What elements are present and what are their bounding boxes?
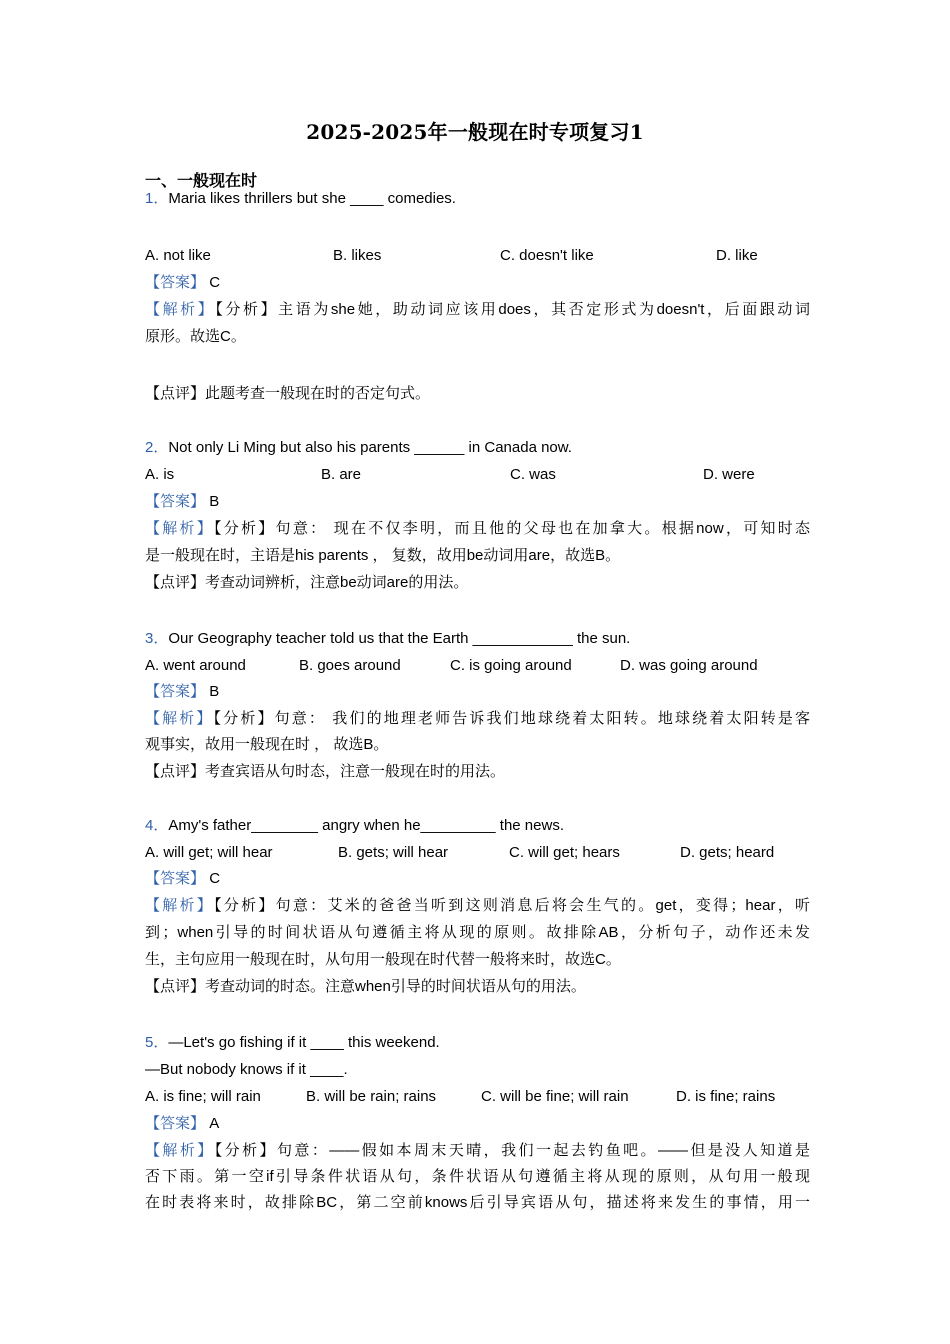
- comment-line: 【点评】考查动词辨析，注意be动词are的用法。: [145, 574, 469, 591]
- section-heading: 一、一般现在时: [145, 171, 258, 190]
- answer-value: B: [209, 683, 220, 700]
- page-title: 2025-2025年一般现在时专项复习1: [306, 120, 644, 144]
- question-stem: 4．Amy's father________ angry when he_________ the news.: [145, 817, 564, 834]
- option-c: C. will get; hears: [509, 844, 620, 861]
- option-b: B. will be rain; rains: [306, 1088, 437, 1105]
- option-b: B. goes around: [299, 657, 401, 674]
- answer-line: [145, 682, 810, 702]
- answer-tag: 【答案】: [145, 870, 206, 887]
- comment-line: 【点评】此题考查一般现在时的否定句式。: [145, 385, 431, 402]
- answer-tag: 【答案】: [145, 1115, 206, 1132]
- analysis-tag: 【解析】: [145, 897, 215, 914]
- analysis-tag: 【解析】: [145, 301, 216, 318]
- option-b: B. are: [321, 466, 362, 483]
- option-c: C. was: [510, 466, 556, 483]
- option-c: C. will be fine; will rain: [481, 1088, 629, 1105]
- option-a: A. went around: [145, 657, 246, 674]
- option-b: B. likes: [333, 247, 382, 264]
- question-stem: 1．Maria likes thrillers but she ____ comedies.: [145, 190, 456, 207]
- option-d: D. like: [716, 247, 758, 264]
- option-a: A. is: [145, 466, 175, 483]
- answer-value: B: [209, 493, 220, 510]
- analysis-line: 到；when引导的时间状语从句遵循主将从现的原则。故排除AB，分析句子，动作还未发: [145, 924, 810, 941]
- question-number: 5．: [145, 1034, 169, 1051]
- option-a: A. not like: [145, 247, 211, 264]
- option-c: C. doesn't like: [500, 247, 594, 264]
- option-d: D. was going around: [620, 657, 758, 674]
- question-stem: 2．Not only Li Ming but also his parents ______ in Canada now.: [145, 439, 572, 456]
- analysis-line: 【解析】【分析】主语为she她，助动词应该用does，其否定形式为doesn't，后面跟动词: [145, 301, 810, 318]
- option-d: D. is fine; rains: [676, 1088, 776, 1105]
- answer-tag: 【答案】: [145, 683, 206, 700]
- analysis-line: 在时表将来时，故排除BC，第二空前knows后引导宾语从句，描述将来发生的事情，用一: [145, 1194, 810, 1211]
- question-number: 1．: [145, 190, 169, 207]
- answer-line: [145, 492, 810, 512]
- comment-line: 【点评】考查宾语从句时态，注意一般现在时的用法。: [145, 763, 506, 780]
- question-stem-line2: —But nobody knows if it ____.: [145, 1061, 348, 1078]
- answer-tag: 【答案】: [145, 274, 206, 291]
- question-stem: 3．Our Geography teacher told us that the Earth ____________ the sun.: [145, 630, 631, 647]
- question-stem: 5．—Let's go fishing if it ____ this weekend.: [145, 1034, 440, 1051]
- analysis-line: 是一般现在时，主语是his parents ， 复数，故用be动词用are，故选B。: [145, 547, 621, 564]
- answer-value: A: [209, 1115, 220, 1132]
- answer-line: [145, 1114, 810, 1134]
- analysis-line: 观事实，故用一般现在时 ， 故选B。: [145, 736, 389, 753]
- option-d: D. gets; heard: [680, 844, 775, 861]
- answer-value: C: [209, 274, 221, 291]
- question-number: 4．: [145, 817, 169, 834]
- option-c: C. is going around: [450, 657, 572, 674]
- option-b: B. gets; will hear: [338, 844, 449, 861]
- analysis-line: 否下雨。第一空if引导条件状语从句，条件状语从句遵循主将从现的原则，从句用一般现: [145, 1168, 810, 1185]
- answer-value: C: [209, 870, 221, 887]
- comment-line: 【点评】考查动词的时态。注意when引导的时间状语从句的用法。: [145, 978, 586, 995]
- question-number: 2．: [145, 439, 169, 456]
- question-number: 3．: [145, 630, 169, 647]
- analysis-line: 【解析】【分析】句意： 现在不仅李明，而且他的父母也在加拿大。根据now，可知时态: [145, 520, 810, 537]
- analysis-tag: 【解析】: [145, 710, 214, 727]
- analysis-tag: 【解析】: [145, 1142, 215, 1159]
- answer-line: [145, 869, 810, 889]
- analysis-line: 【解析】【分析】句意：艾米的爸爸当听到这则消息后将会生气的。get，变得；hear，听: [145, 897, 810, 914]
- option-a: A. will get; will hear: [145, 844, 273, 861]
- analysis-line: 【解析】【分析】句意： 我们的地理老师告诉我们地球绕着太阳转。地球绕着太阳转是客: [145, 710, 810, 727]
- answer-tag: 【答案】: [145, 493, 206, 510]
- analysis-line: 原形。故选C。: [145, 328, 246, 345]
- option-d: D. were: [703, 466, 755, 483]
- option-a: A. is fine; will rain: [145, 1088, 261, 1105]
- analysis-line: 生，主句应用一般现在时，从句用一般现在时代替一般将来时，故选C。: [145, 951, 621, 968]
- analysis-tag: 【解析】: [145, 520, 215, 537]
- analysis-line: 【解析】【分析】句意：——假如本周末天晴，我们一起去钓鱼吧。——但是没人知道是: [145, 1142, 810, 1159]
- answer-line: [145, 273, 810, 293]
